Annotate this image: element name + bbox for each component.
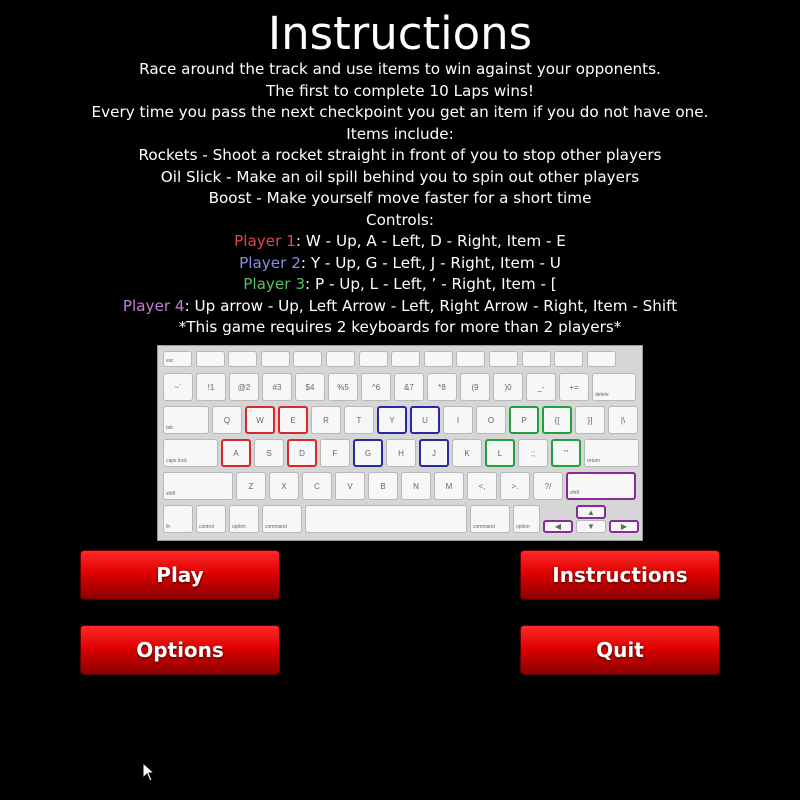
key-h: H xyxy=(386,439,416,467)
key-2: @2 xyxy=(229,373,259,401)
page-title: Instructions xyxy=(267,7,533,60)
key-blank xyxy=(587,351,616,367)
key-shift: shift xyxy=(566,472,636,500)
key-blank xyxy=(489,351,518,367)
key-blank: {[ xyxy=(542,406,572,434)
key-blank xyxy=(326,351,355,367)
key-7: &7 xyxy=(394,373,424,401)
instruction-line: Items include: xyxy=(346,124,454,143)
player-4-keys: : Up arrow - Up, Left Arrow - Left, Right Arrow - Right, Item - Shift xyxy=(184,296,678,315)
key-c: C xyxy=(302,472,332,500)
key-blank: |\ xyxy=(608,406,638,434)
instruction-line: Boost - Make yourself move faster for a short time xyxy=(208,189,592,207)
key-blank xyxy=(228,351,257,367)
key-blank xyxy=(196,351,225,367)
key-blank: ▶ xyxy=(609,520,639,533)
key-option: option xyxy=(229,505,259,533)
key-blank: <, xyxy=(467,472,497,500)
key-5: %5 xyxy=(328,373,358,401)
key-delete: delete xyxy=(592,373,636,401)
key-blank xyxy=(424,351,453,367)
key-fn: fn xyxy=(163,505,193,533)
key-i: I xyxy=(443,406,473,434)
key-j: J xyxy=(419,439,449,467)
instruction-line: Oil Slick - Make an oil spill behind you to spin out other players xyxy=(160,167,640,186)
player-1-controls xyxy=(0,231,800,253)
key-d: D xyxy=(287,439,317,467)
key-blank: ▲ xyxy=(576,505,606,519)
key-m: M xyxy=(434,472,464,500)
key-s: S xyxy=(254,439,284,467)
play-button[interactable]: Play xyxy=(80,550,280,600)
key-option: option xyxy=(513,505,540,533)
key-command: command xyxy=(262,505,302,533)
key-9: (9 xyxy=(460,373,490,401)
key-blank xyxy=(522,351,551,367)
key-blank: ◀ xyxy=(543,520,573,533)
key-1: !1 xyxy=(196,373,226,401)
player-1-keys: : W - Up, A - Left, D - Right, Item - E xyxy=(295,232,566,250)
key-z: Z xyxy=(236,472,266,500)
key-4: $4 xyxy=(295,373,325,401)
key-f: F xyxy=(320,439,350,467)
key-0: )0 xyxy=(493,373,523,401)
instructions-button[interactable]: Instructions xyxy=(520,550,720,600)
key-command: command xyxy=(470,505,510,533)
instruction-line: The first to complete 10 Laps wins! xyxy=(266,81,534,100)
key-w: W xyxy=(245,406,275,434)
instruction-line: Every time you pass the next checkpoint you get an item if you do not have one. xyxy=(91,103,709,121)
key-capslock: caps lock xyxy=(163,439,218,467)
key-blank xyxy=(293,351,322,367)
key-b: B xyxy=(368,472,398,500)
key-n: N xyxy=(401,472,431,500)
key-a: A xyxy=(221,439,251,467)
player-3-label: Player 3 xyxy=(243,275,306,293)
player-3-controls xyxy=(0,274,800,296)
key-r: R xyxy=(311,406,341,434)
key-tab: tab xyxy=(163,406,209,434)
player-2-controls xyxy=(0,253,800,275)
key-l: L xyxy=(485,439,515,467)
player-3-keys: : P - Up, L - Left, ’ - Right, Item - [ xyxy=(305,275,557,293)
key-blank xyxy=(359,351,388,367)
key-esc: esc xyxy=(163,351,192,367)
key-y: Y xyxy=(377,406,407,434)
key-v: V xyxy=(335,472,365,500)
key-blank: += xyxy=(559,373,589,401)
options-button[interactable]: Options xyxy=(80,625,280,675)
key-u: U xyxy=(410,406,440,434)
key-g: G xyxy=(353,439,383,467)
key-blank: _- xyxy=(526,373,556,401)
key-q: Q xyxy=(212,406,242,434)
key-6: ^6 xyxy=(361,373,391,401)
key-k: K xyxy=(452,439,482,467)
keyboard-note: *This game requires 2 keyboards for more than 2 players* xyxy=(178,318,622,336)
key-blank: "' xyxy=(551,439,581,467)
key-blank xyxy=(554,351,583,367)
key-8: *8 xyxy=(427,373,457,401)
key-blank xyxy=(261,351,290,367)
key-shift: shift xyxy=(163,472,233,500)
key-blank: >. xyxy=(500,472,530,500)
player-4-controls xyxy=(0,296,800,318)
key-blank: ~` xyxy=(163,373,193,401)
key-e: E xyxy=(278,406,308,434)
key-blank xyxy=(456,351,485,367)
key-control: control xyxy=(196,505,226,533)
key-blank: ▼ xyxy=(576,520,606,533)
instruction-line: Rockets - Shoot a rocket straight in front of you to stop other players xyxy=(138,146,662,164)
key-return: return xyxy=(584,439,639,467)
player-2-keys: : Y - Up, G - Left, J - Right, Item - U xyxy=(300,253,561,272)
quit-button[interactable]: Quit xyxy=(520,625,720,675)
key-blank xyxy=(305,505,467,533)
instructions-text xyxy=(0,59,800,339)
player-1-label: Player 1 xyxy=(234,232,296,250)
key-blank: ?/ xyxy=(533,472,563,500)
instruction-line: Race around the track and use items to win against your opponents. xyxy=(139,60,661,78)
key-t: T xyxy=(344,406,374,434)
mouse-cursor-icon xyxy=(142,762,156,782)
player-4-label: Player 4 xyxy=(122,296,185,315)
key-blank xyxy=(391,351,420,367)
key-o: O xyxy=(476,406,506,434)
player-2-label: Player 2 xyxy=(239,253,301,272)
instruction-line: Controls: xyxy=(366,210,434,229)
key-blank: :; xyxy=(518,439,548,467)
key-p: P xyxy=(509,406,539,434)
key-x: X xyxy=(269,472,299,500)
keyboard-image xyxy=(157,345,643,541)
key-blank: }] xyxy=(575,406,605,434)
key-3: #3 xyxy=(262,373,292,401)
